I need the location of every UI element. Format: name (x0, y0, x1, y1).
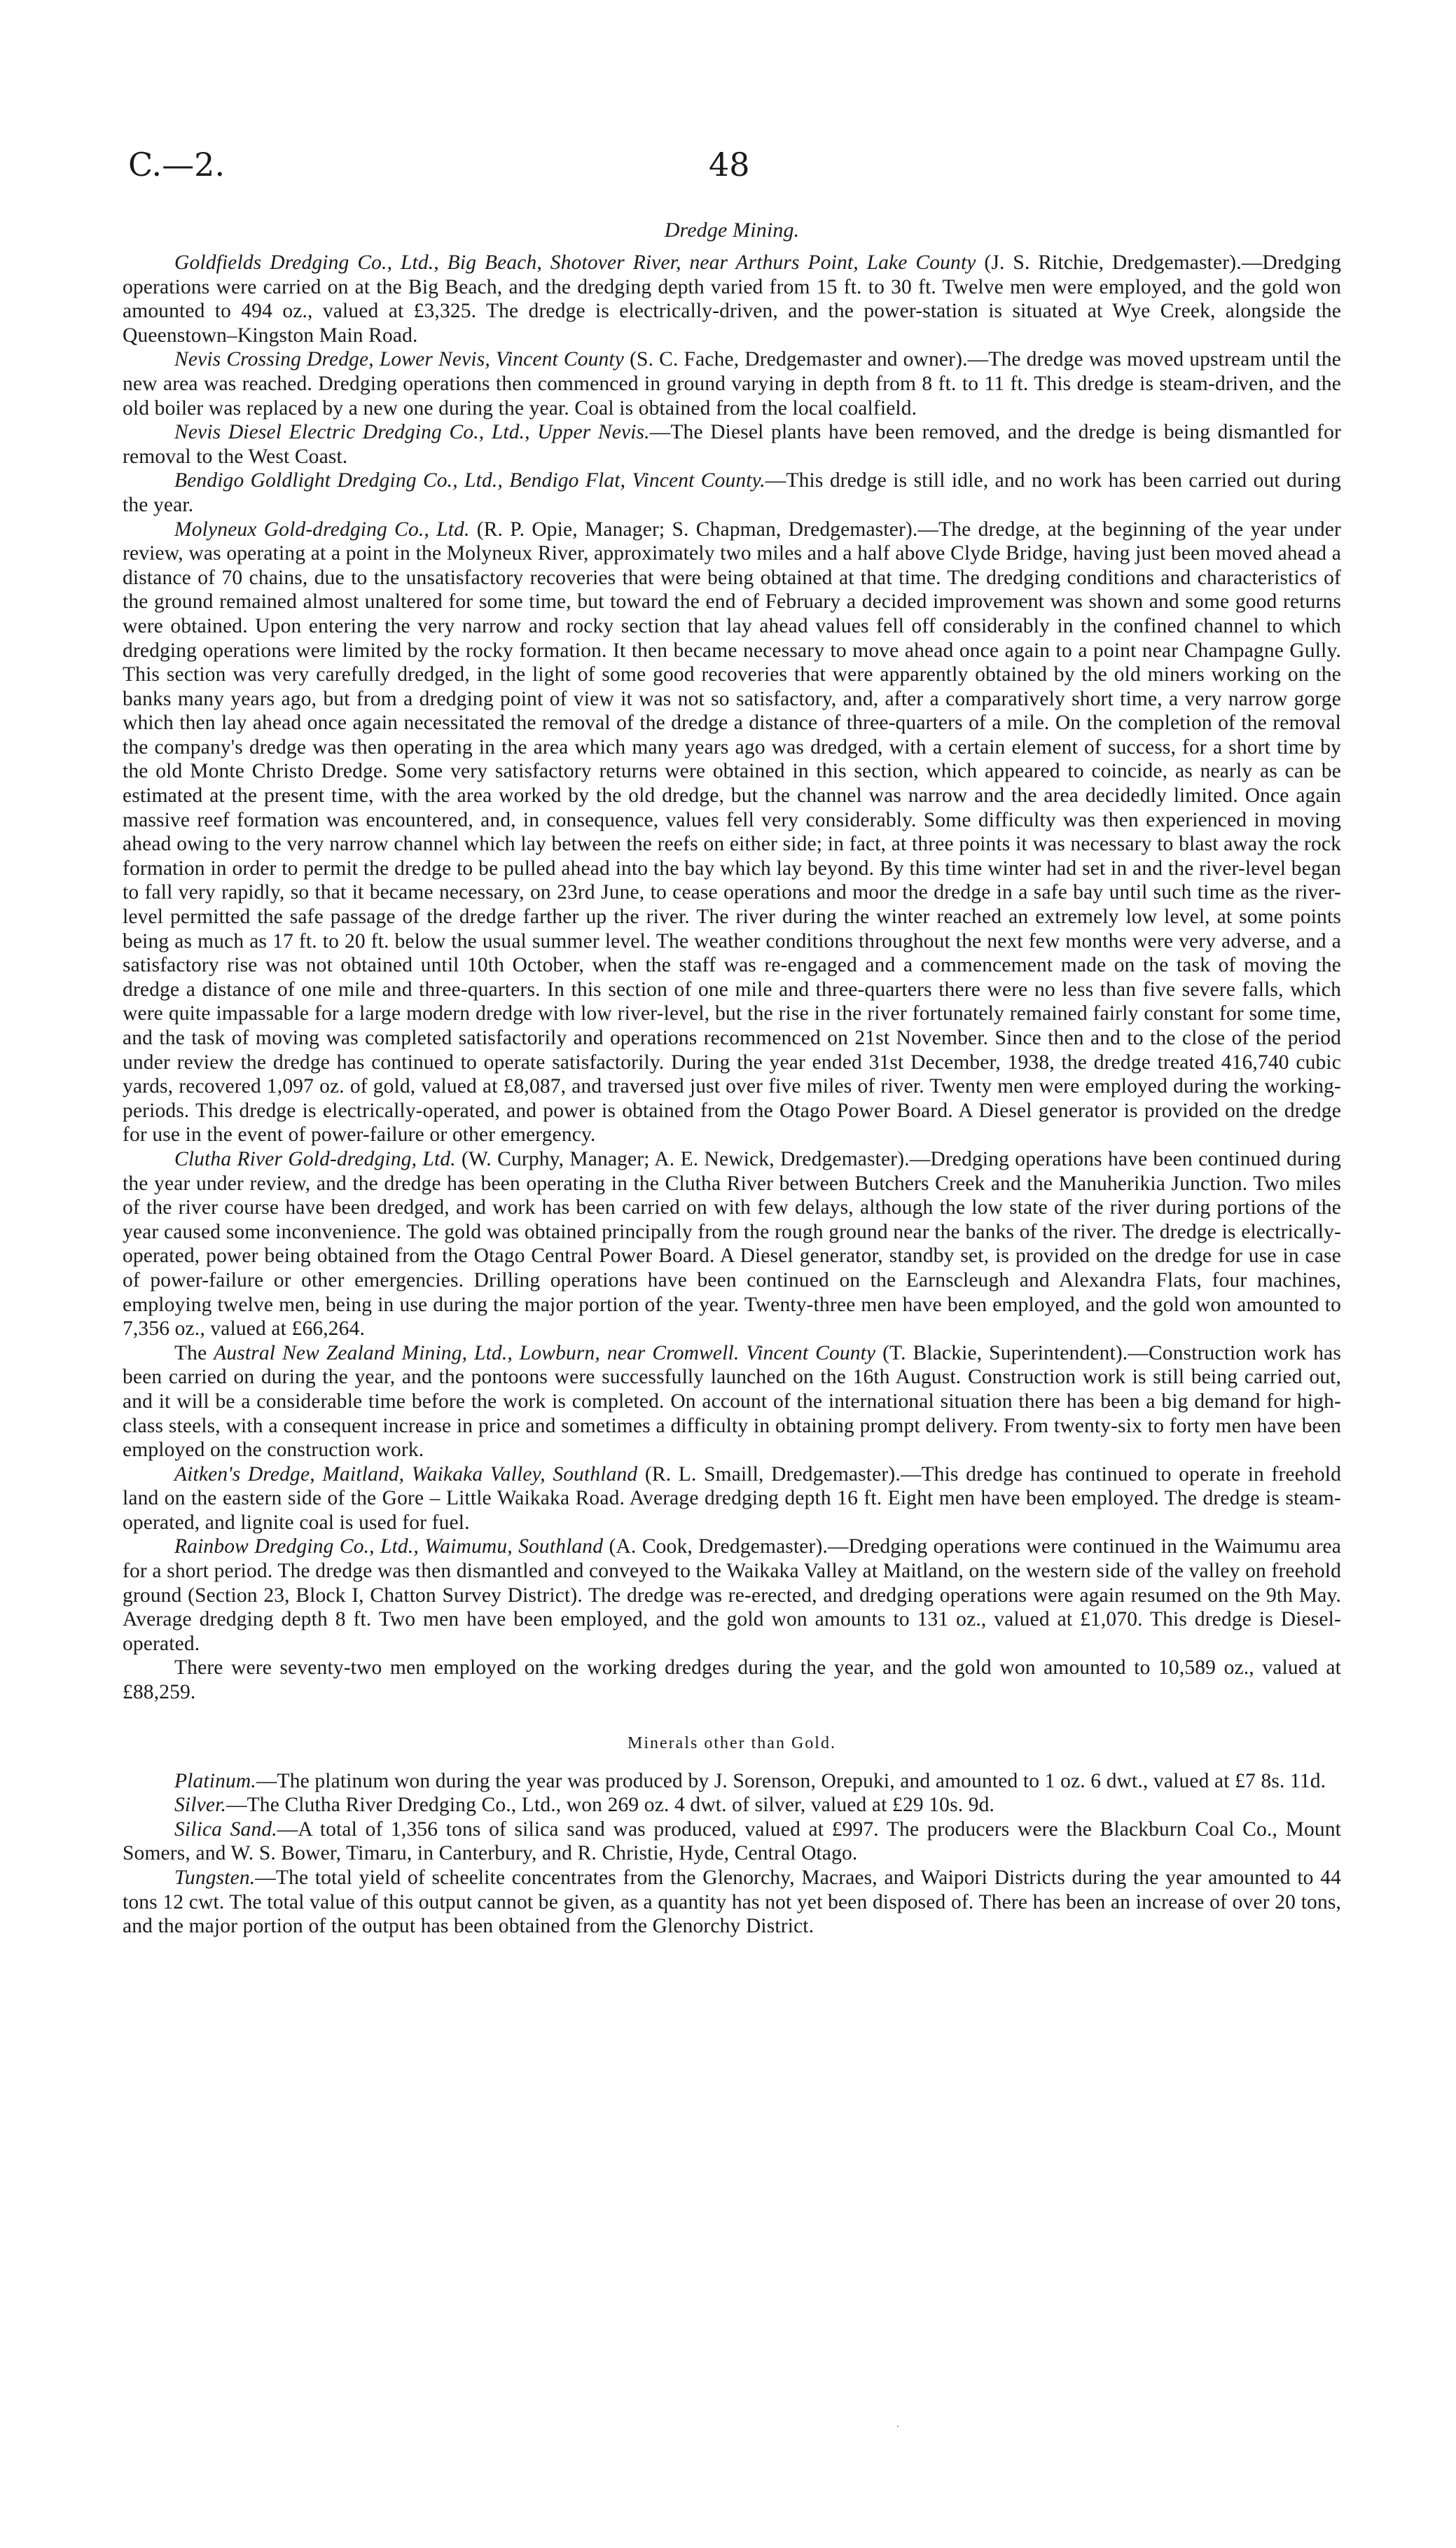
paragraph-tungsten (123, 1866, 1341, 1939)
company-name: Bendigo Goldlight Dredging Co., Ltd., Bendigo Flat, Vincent County. (174, 469, 765, 492)
mineral-name: Silver. (174, 1794, 226, 1817)
paragraph-text: —This dredge is still idle, and no work has been carried out during the year. (123, 469, 1341, 516)
paragraph-text: —The platinum won during the year was produced by J. Sorenson, Orepuki, and amounted to 1 oz. 6 dwt., valued at £7 8s. 11d. (256, 1769, 1326, 1792)
paragraph-silver (123, 1793, 1341, 1817)
company-name: Nevis Diesel Electric Dredging Co., Ltd., Upper Nevis. (174, 421, 650, 444)
paragraph-text: (A. Cook, Dredgemaster).—Dredging operations were continued in the Waimumu area for a short period. The dredge was then dismantled and conveyed to the Waikaka Valley at Maitland, on the western side of the valley on freehold ground (Section 23, Block I, Chatton Survey District). The dredge was re-erected, and dredging operations were again resumed on the 9th May. Average dredging depth 8 ft. Two men have been employed, and the gold won amounts to 131 oz., valued at £1,070. This dredge is Diesel-operated. (123, 1535, 1341, 1655)
paragraph-prefix: The (174, 1341, 214, 1364)
paragraph-clutha (123, 1147, 1341, 1341)
document-body (123, 219, 1341, 1939)
report-code: C.—2. (128, 146, 226, 184)
paragraph-text: (R. L. Smaill, Dredgemaster).—This dredge has continued to operate in freehold land on the eastern side of the Gore – Little Waikaka Road. Average dredging depth 16 ft. Eight men have been employed. The dredge is steam-operated, and lignite coal is used for fuel. (123, 1462, 1341, 1534)
paragraph-nevis-diesel (123, 420, 1341, 469)
company-name: Rainbow Dredging Co., Ltd., Waimumu, Southland (174, 1535, 604, 1558)
section-title-minerals: Minerals other than Gold. (628, 1733, 836, 1752)
paragraph-bendigo (123, 469, 1341, 517)
mineral-name: Platinum. (174, 1769, 256, 1792)
paragraph-silica-sand (123, 1817, 1341, 1866)
paragraph-text: (R. P. Opie, Manager; S. Chapman, Dredgemaster).—The dredge, at the beginning of the year under review, was operating at a point in the Molyneux River, approximately two miles and a half above Clyde Bridge, having just been moved ahead a distance of 70 chains, due to the unsatisfactory recoveries that were being obtained at that time. The dredging conditions and characteristics of the ground remained almost unaltered for some time, but toward the end of February a decided improvement was shown and some good returns were obtained. Upon entering the very narrow and rocky section that lay ahead values fell off considerably in the confined channel to which dredging operations were limited by the rocky formation. It then became necessary to move ahead once again to a point near Champagne Gully. This section was very carefully dredged, in the light of some good recoveries that were apparently obtained by the old miners working on the banks many years ago, but from a dredging point of view it was not so satisfactory, and, after a comparatively short time, a very narrow gorge which then lay ahead once again necessitated the removal of the dredge a distance of three-quarters of a mile. On the completion of the removal the company's dredge was then operating in the area which many years ago was dredged, with a certain element of success, for a short time by the old Monte Christo Dredge. Some very satisfactory returns were obtained in this section, which appeared to coincide, as nearly as can be estimated at the present time, with the area worked by the old dredge, but the channel was narrow and the area decidedly limited. Once again massive reef formation was encountered, and, in consequence, values fell very considerably. Some difficulty was then experienced in moving ahead owing to the very narrow channel which lay between the reefs on either side; in fact, at three points it was necessary to blast away the rock formation in order to permit the dredge to be pulled ahead into the bay which lay beyond. By this time winter had set in and the river-level began to fall very rapidly, so that it became necessary, on 23rd June, to cease operations and moor the dredge in a safe bay until such time as the river-level permitted the safe passage of the dredge farther up the river. The river during the winter reached an extremely low level, at some points being as much as 17 ft. to 20 ft. below the usual summer level. The weather conditions throughout the next few months were very adverse, and a satisfactory rise was not obtained until 10th October, when the staff was re-engaged and a commencement made on the task of moving the dredge a distance of one mile and three-quarters. In this section of one mile and three-quarters there were no less than five severe falls, which were quite impassable for a large modern dredge with low river-level, but the rise in the river fortunately remained fairly constant for some time, and the task of moving was completed satisfactorily and operations recommenced on 21st November. Since then and to the close of the period under review the dredge has continued to operate satisfactorily. During the year ended 31st December, 1938, the dredge treated 416,740 cubic yards, recovered 1,097 oz. of gold, valued at £8,087, and traversed just over five miles of river. Twenty men were employed during the working-periods. This dredge is electrically-operated, and power is obtained from the Otago Power Board. A Diesel generator is provided on the dredge for use in the event of power-failure or other emergency. (123, 518, 1341, 1147)
mineral-name: Tungsten. (174, 1867, 256, 1889)
section-title-dredge-mining: Dredge Mining. (664, 219, 800, 242)
company-name: Clutha River Gold-dredging, Ltd. (174, 1147, 456, 1170)
paragraph-text: —The total yield of scheelite concentrates from the Glenorchy, Macraes, and Waipori Districts during the year amounted to 44 tons 12 cwt. The total value of this output cannot be given, as a quantity has not yet been disposed of. There has been an increase of over 20 tons, and the major portion of the output has been obtained from the Glenorchy District. (123, 1867, 1341, 1938)
paragraph-text: —The Clutha River Dredging Co., Ltd., won 269 oz. 4 dwt. of silver, valued at £29 10s. 9d. (226, 1794, 995, 1817)
paragraph-text: —A total of 1,356 tons of silica sand was produced, valued at £997. The producers were the Blackburn Coal Co., Mount Somers, and W. S. Bower, Timaru, in Canterbury, and R. Christie, Hyde, Central Otago. (123, 1817, 1342, 1865)
paragraph-summary (123, 1656, 1341, 1704)
paragraph-platinum (123, 1769, 1341, 1794)
stray-mark: . (896, 2419, 899, 2429)
paragraph-austral (123, 1341, 1341, 1462)
paragraph-rainbow (123, 1535, 1341, 1656)
paragraph-text: There were seventy-two men employed on the working dredges during the year, and the gold won amounted to 10,589 oz., valued at £88,259. (123, 1656, 1341, 1704)
paragraph-text: (W. Curphy, Manager; A. E. Newick, Dredgemaster).—Dredging operations have been continued during the year under review, and the dredge has been operating in the Clutha River between Butchers Creek and the Manuherikia Junction. Two miles of the river course have been dredged, and work has been carried on with few delays, although the low state of the river during portions of the year caused some inconvenience. The gold was obtained principally from the rough ground near the banks of the river. The dredge is electrically-operated, power being obtained from the Otago Central Power Board. A Diesel generator, standby set, is provided on the dredge for use in case of power-failure or other emergencies. Drilling operations have been continued on the Earnscleugh and Alexandra Flats, four machines, employing twelve men, being in use during the major portion of the year. Twenty-three men have been employed, and the gold won amounted to 7,356 oz., valued at £66,264. (123, 1147, 1341, 1341)
paragraph-nevis-crossing (123, 347, 1341, 420)
paragraph-goldfields (123, 251, 1341, 347)
company-name: Goldfields Dredging Co., Ltd., Big Beach, Shotover River, near Arthurs Point, Lake County (174, 251, 976, 274)
company-name: Nevis Crossing Dredge, Lower Nevis, Vincent County (174, 348, 625, 371)
company-name: Molyneux Gold-dredging Co., Ltd. (174, 518, 470, 541)
page-number: 48 (709, 146, 750, 184)
paragraph-text: (J. S. Ritchie, Dredgemaster).—Dredging operations were carried on at the Big Beach, and the dredging depth varied from 15 ft. to 30 ft. Twelve men were employed, and the gold won amounted to 494 oz., valued at £3,325. The dredge is electrically-driven, and the power-station is situated at Wye Creek, alongside the Queenstown–Kingston Main Road. (123, 251, 1341, 347)
paragraph-text: (S. C. Fache, Dredgemaster and owner).—The dredge was moved upstream until the new area was reached. Dredging operations then commenced in ground varying in depth from 8 ft. to 11 ft. This dredge is steam-driven, and the old boiler was replaced by a new one during the year. Coal is obtained from the local coalfield. (123, 348, 1341, 420)
paragraph-molyneux (123, 518, 1341, 1147)
company-name: Aitken's Dredge, Maitland, Waikaka Valley, Southland (174, 1462, 638, 1486)
company-name: Austral New Zealand Mining, Ltd., Lowburn, near Cromwell. Vincent County (214, 1341, 876, 1364)
paragraph-text: —The Diesel plants have been removed, and the dredge is being dismantled for removal to the West Coast. (123, 421, 1342, 468)
paragraph-aitkens (123, 1462, 1341, 1535)
paragraph-text: (T. Blackie, Superintendent).—Construction work has been carried on during the year, and the pontoons were successfully launched on the 16th August. Construction work is still being carried out, and it will be a considerable time before the work is completed. On account of the international situation there has been a big demand for high-class steels, with a consequent increase in price and sometimes a difficulty in obtaining prompt delivery. From twenty-six to forty men have been employed on the construction work. (123, 1341, 1341, 1462)
mineral-name: Silica Sand. (174, 1817, 277, 1841)
